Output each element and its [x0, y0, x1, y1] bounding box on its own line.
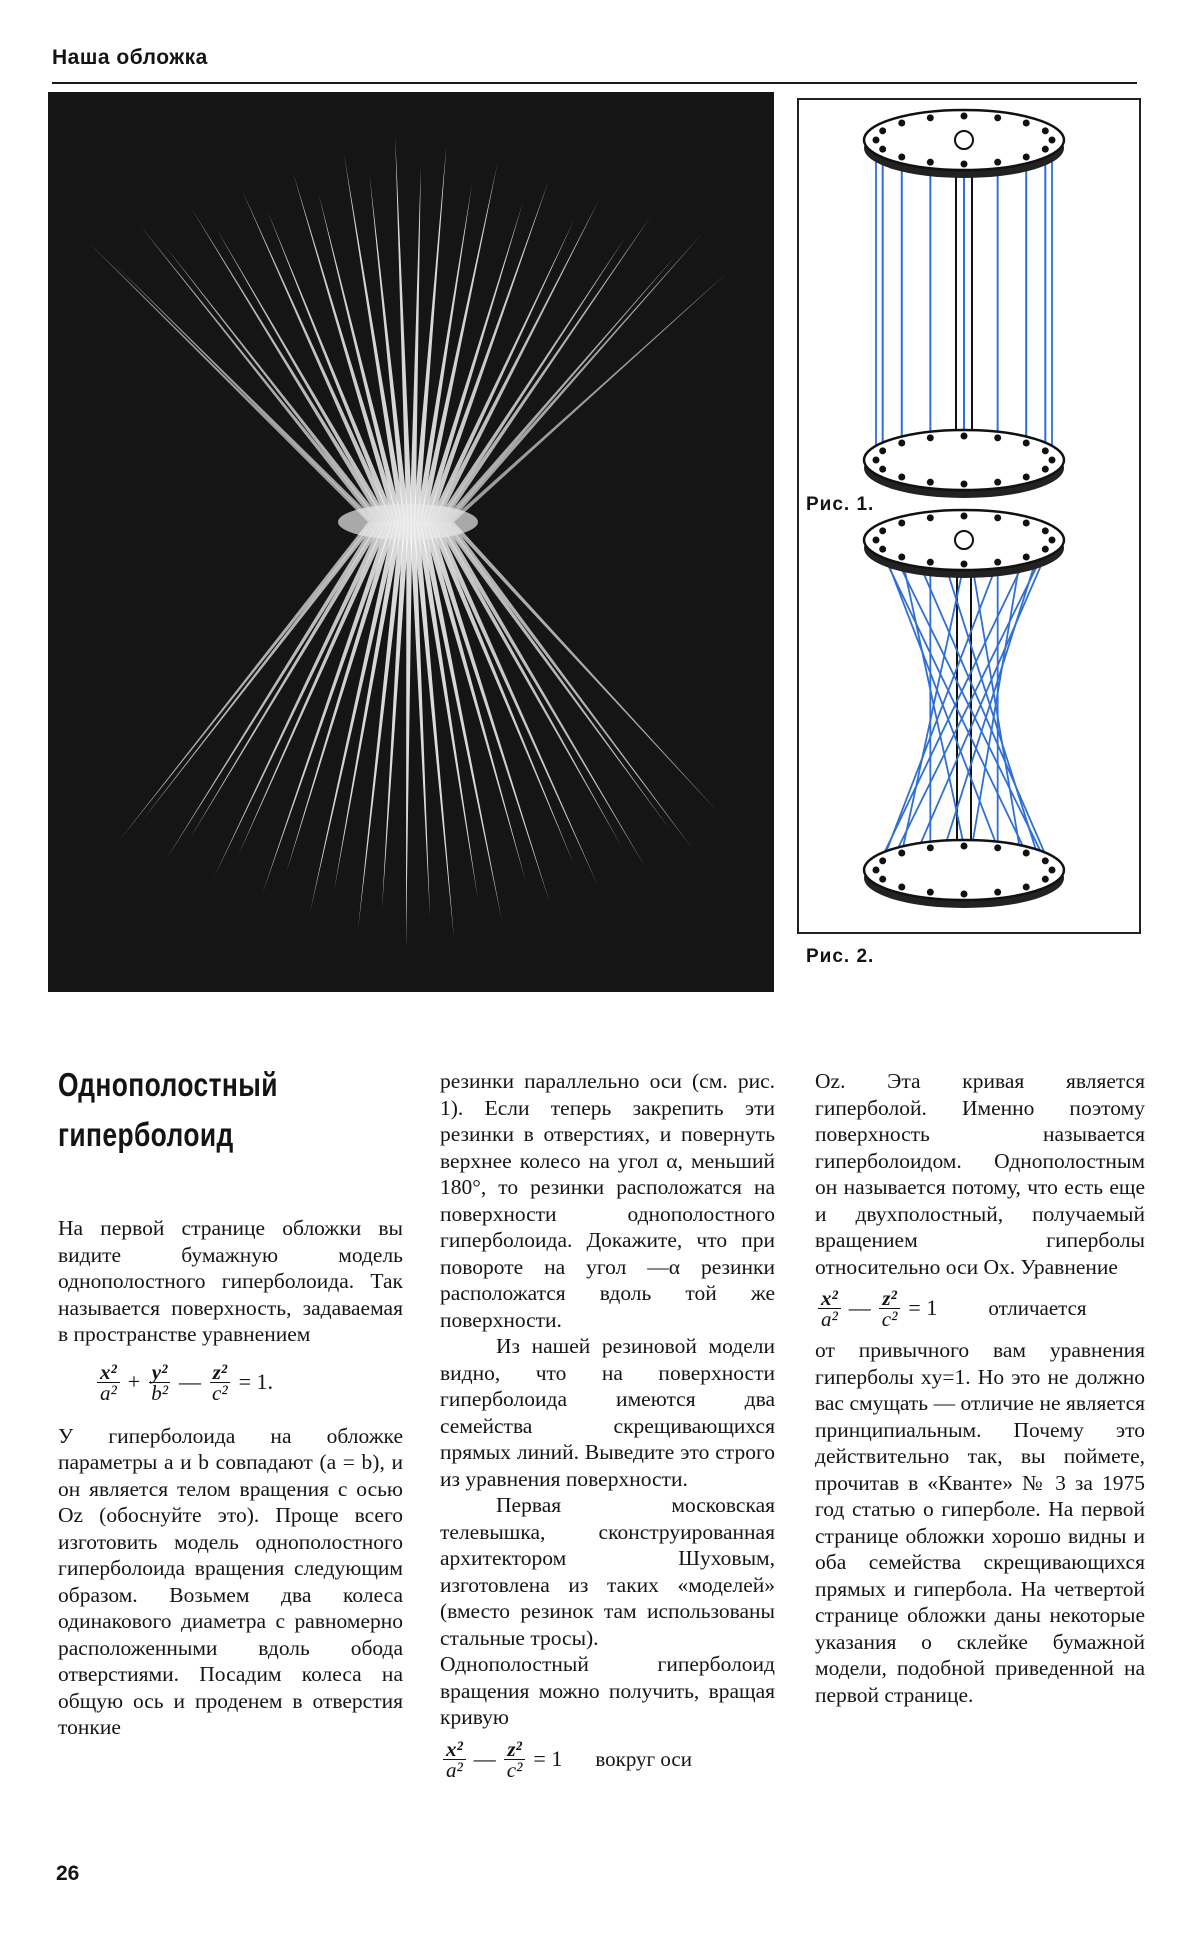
- hole: [873, 457, 880, 464]
- rubber-band: [883, 549, 998, 848]
- hole: [1042, 146, 1049, 153]
- hole: [879, 876, 886, 883]
- hole: [1023, 520, 1030, 527]
- title-line-1: Однополостный: [58, 1066, 278, 1103]
- paragraph: Oz. Эта кривая является гиперболой. Именно поэтому поверхность называется гиперболоидом. Однополостным он называется потому, что есть еще и двухполостный, получаемый вращением гиперболы относительно оси Ox. Уравнение: [815, 1069, 1145, 1279]
- hole: [961, 113, 968, 120]
- hole: [1049, 457, 1056, 464]
- hole: [1042, 466, 1049, 473]
- hole: [1023, 850, 1030, 857]
- hole: [927, 844, 934, 851]
- hole: [1042, 876, 1049, 883]
- rubber-band: [964, 523, 1026, 894]
- article-title: [58, 1060, 322, 1160]
- hole: [927, 514, 934, 521]
- text-column-3: [815, 1068, 1145, 1708]
- hole: [961, 481, 968, 488]
- hole: [961, 561, 968, 568]
- rubber-band-model-figures: [799, 100, 1139, 932]
- hole: [1023, 153, 1030, 160]
- title-line-2: гиперболоид: [58, 1116, 234, 1153]
- hole: [1023, 120, 1030, 127]
- hole: [994, 159, 1001, 166]
- paragraph: Однополостный гиперболоид вращения можно получить, вращая кривую: [440, 1652, 775, 1729]
- page-number: 26: [56, 1862, 80, 1885]
- hole: [1042, 527, 1049, 534]
- hole: [1023, 473, 1030, 480]
- hole: [873, 137, 880, 144]
- axle-hole: [955, 131, 973, 149]
- paragraph: У гиперболоида на обложке параметры a и b совпадают (a = b), и он является телом вращения с осью Oz (обоснуйте это). Проще всего изготовить модель однополостного гиперболоида вращения следующим образом. Возьмем два колеса одинакового диаметра с равномерно расположенными вдоль обода отверстиями. Посадим колеса на общую ось и проденем в отверстия тонкие: [58, 1423, 403, 1739]
- hole: [898, 553, 905, 560]
- paragraph: На первой странице обложки вы видите бумажную модель однополостного гиперболоида. Так называется поверхность, задаваемая в пространстве уравнением: [58, 1216, 403, 1346]
- rubber-band: [902, 557, 964, 846]
- text-column-1: [58, 1215, 403, 1741]
- hole: [961, 843, 968, 850]
- cover-photo: [48, 92, 774, 992]
- rubber-band: [930, 531, 1045, 892]
- curve-equation-repeat: $\frac{\text{x²}}{\text{a²}}$ — $\frac{\text{z²}}{\text{c²}}$ = 1 отличается: [815, 1288, 1145, 1329]
- hole: [1049, 537, 1056, 544]
- hole: [1023, 440, 1030, 447]
- hole: [879, 546, 886, 553]
- hole: [994, 844, 1001, 851]
- hole: [898, 120, 905, 127]
- hole: [994, 479, 1001, 486]
- paragraph: Первая московская телевышка, сконструированная архитектором Шуховым, изготовлена из таких «моделей» (вместо резинок там использованы стальные тросы).: [440, 1493, 775, 1650]
- paragraph: резинки параллельно оси (см. рис. 1). Если теперь закрепить эти резинки в отверстиях, и повернуть верхнее колесо на угол α, меньший 180°, то резинки расположатся на поверхности однополостного гиперболоида. Докажите, что при повороте на угол —α резинки расположатся вдоль той же поверхности.: [440, 1069, 775, 1332]
- hole: [961, 891, 968, 898]
- hole: [879, 127, 886, 134]
- paragraph: от привычного вам уравнения гиперболы xy=1. Но это не должно вас смущать — отличие не является принципиальным. Почему это действительно так, вы поймете, прочитав в «Кванте» № 3 за 1975 год статью о гиперболе. На первой странице обложки хорошо видны и оба семейства скрещивающихся прямых и гипербола. На четвертой странице обложки даны некоторые указания о склейке бумажной модели, подобной приведенной на первой странице.: [815, 1338, 1145, 1707]
- hyperboloid-equation: $\frac{\text{x²}}{\text{a²}}$ + $\frac{\text{y²}}{\text{b²}}$ — $\frac{\text{z²}}{\text{c²}}$ = 1.: [94, 1362, 403, 1403]
- text-column-2: [440, 1068, 775, 1788]
- hole: [873, 537, 880, 544]
- hole: [1049, 137, 1056, 144]
- hole: [927, 114, 934, 121]
- hole: [927, 434, 934, 441]
- section-title: Наша обложка: [52, 46, 208, 69]
- hole: [879, 857, 886, 864]
- hole: [1023, 883, 1030, 890]
- hole: [898, 883, 905, 890]
- hole: [898, 850, 905, 857]
- hole: [961, 513, 968, 520]
- axle-hole: [955, 531, 973, 549]
- hole: [898, 153, 905, 160]
- hole: [873, 867, 880, 874]
- hole: [927, 479, 934, 486]
- hole: [994, 434, 1001, 441]
- hole: [927, 889, 934, 896]
- waist-glow: [338, 504, 478, 540]
- hole: [927, 159, 934, 166]
- hole: [927, 559, 934, 566]
- hole: [1042, 127, 1049, 134]
- hole: [1023, 553, 1030, 560]
- rubber-band: [883, 562, 998, 861]
- hyperboloid-photo: [48, 92, 774, 992]
- hole: [961, 433, 968, 440]
- paragraph: Из нашей резиновой модели видно, что на поверхности гиперболоида имеются два семейства скрещивающихся прямых линий. Выведите это строго из уравнения поверхности.: [440, 1334, 775, 1491]
- rubber-band: [876, 557, 1026, 870]
- fig2-caption: Рис. 2.: [806, 946, 878, 968]
- hole: [1042, 857, 1049, 864]
- hole: [994, 889, 1001, 896]
- hole: [961, 161, 968, 168]
- hole: [879, 447, 886, 454]
- hole: [879, 146, 886, 153]
- rubber-band: [902, 564, 964, 853]
- hole: [1042, 546, 1049, 553]
- hole: [898, 473, 905, 480]
- hole: [1049, 867, 1056, 874]
- hole: [1042, 447, 1049, 454]
- running-header: [52, 42, 1137, 84]
- rubber-band: [876, 540, 1026, 853]
- hole: [898, 520, 905, 527]
- fig1-caption: Рис. 1.: [806, 494, 878, 516]
- curve-equation: $\frac{\text{x²}}{\text{a²}}$ — $\frac{\text{z²}}{\text{c²}}$ = 1 вокруг оси: [440, 1739, 775, 1780]
- hole: [994, 514, 1001, 521]
- hole: [879, 527, 886, 534]
- hole: [994, 114, 1001, 121]
- figure-panel: [797, 98, 1141, 934]
- hole: [994, 559, 1001, 566]
- hole: [879, 466, 886, 473]
- hole: [898, 440, 905, 447]
